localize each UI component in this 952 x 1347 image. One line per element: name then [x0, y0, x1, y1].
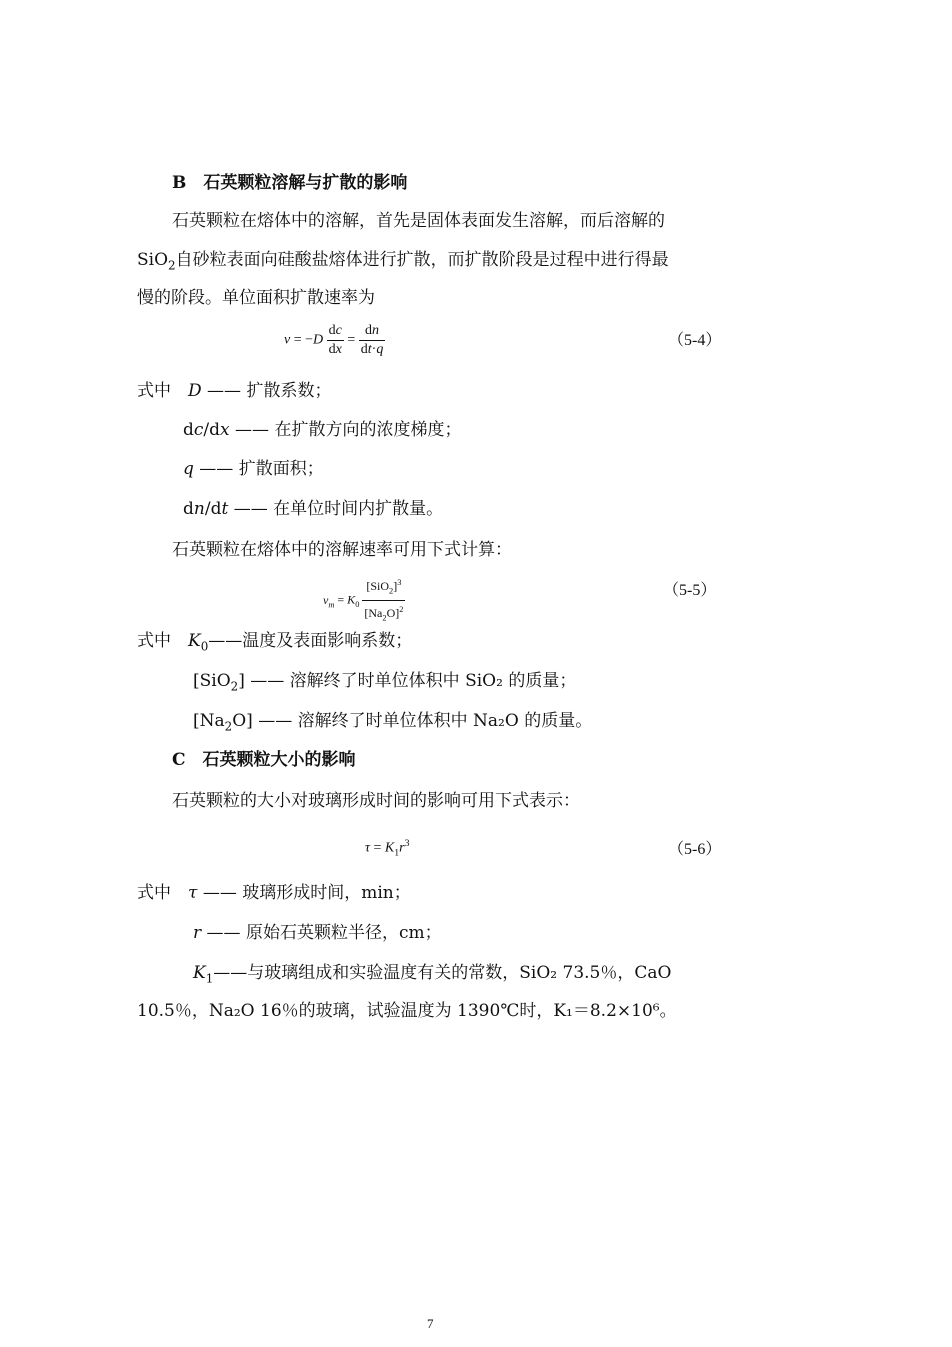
definition-line: 式中 D —— 扩散系数； — [137, 381, 332, 401]
equation-number: （5-4） — [668, 332, 722, 349]
equation-number: （5-6） — [668, 841, 722, 858]
paragraph-line: 石英颗粒的大小对玻璃形成时间的影响可用下式表示： — [172, 791, 580, 811]
paragraph-line: 石英颗粒在熔体中的溶解，首先是固体表面发生溶解，而后溶解的 — [172, 211, 665, 231]
paragraph-line: 慢的阶段。单位面积扩散速率为 — [137, 288, 375, 308]
page-number: 7 — [427, 1316, 434, 1331]
definition-line: $[Na_2O]$ —— 溶解终了时单位体积中 Na₂O 的质量。 — [193, 711, 593, 734]
definition-line: 式中 τ —— 玻璃形成时间，min； — [137, 883, 411, 903]
section-b-heading: B 石英颗粒溶解与扩散的影响 — [172, 173, 408, 193]
equation-5-6: $\tau = K_1r^3$ — [365, 838, 410, 859]
definition-line: dc/dx —— 在扩散方向的浓度梯度； — [183, 420, 462, 440]
section-c-heading: C 石英颗粒大小的影响 — [172, 750, 356, 770]
definition-line: $K_1——$与玻璃组成和实验温度有关的常数，SiO₂ 73.5％，CaO — [193, 963, 672, 986]
equation-number: （5-5） — [663, 582, 717, 599]
paragraph-line: 石英颗粒在熔体中的溶解速率可用下式计算： — [172, 540, 512, 560]
paragraph-line: SiO$_2$自砂粒表面向硅酸盐熔体进行扩散，而扩散阶段是过程中进行得最 — [137, 250, 669, 273]
equation-5-5: $v_m = K_0$ $\frac{[SiO_2]^3}{[Na_2O]^2}$ — [323, 574, 405, 628]
definition-line: r —— 原始石英颗粒半径，cm； — [193, 923, 442, 943]
definition-line: 式中 $K_0——$温度及表面影响系数； — [137, 631, 413, 654]
definition-line: [SiO$_2$] —— 溶解终了时单位体积中 SiO₂ 的质量； — [193, 671, 577, 694]
paragraph-line: 10.5％，Na₂O 16％的玻璃，试验温度为 1390℃时，K₁＝8.2×10⁶。 — [137, 1001, 677, 1021]
definition-line: dn/dt —— 在单位时间内扩散量。 — [183, 499, 444, 519]
definition-line: q —— 扩散面积； — [183, 459, 324, 479]
equation-5-4: v = −D $\frac{dc}{dx}$ = $\frac{dn}{dt\cdot q}$ — [284, 323, 384, 357]
